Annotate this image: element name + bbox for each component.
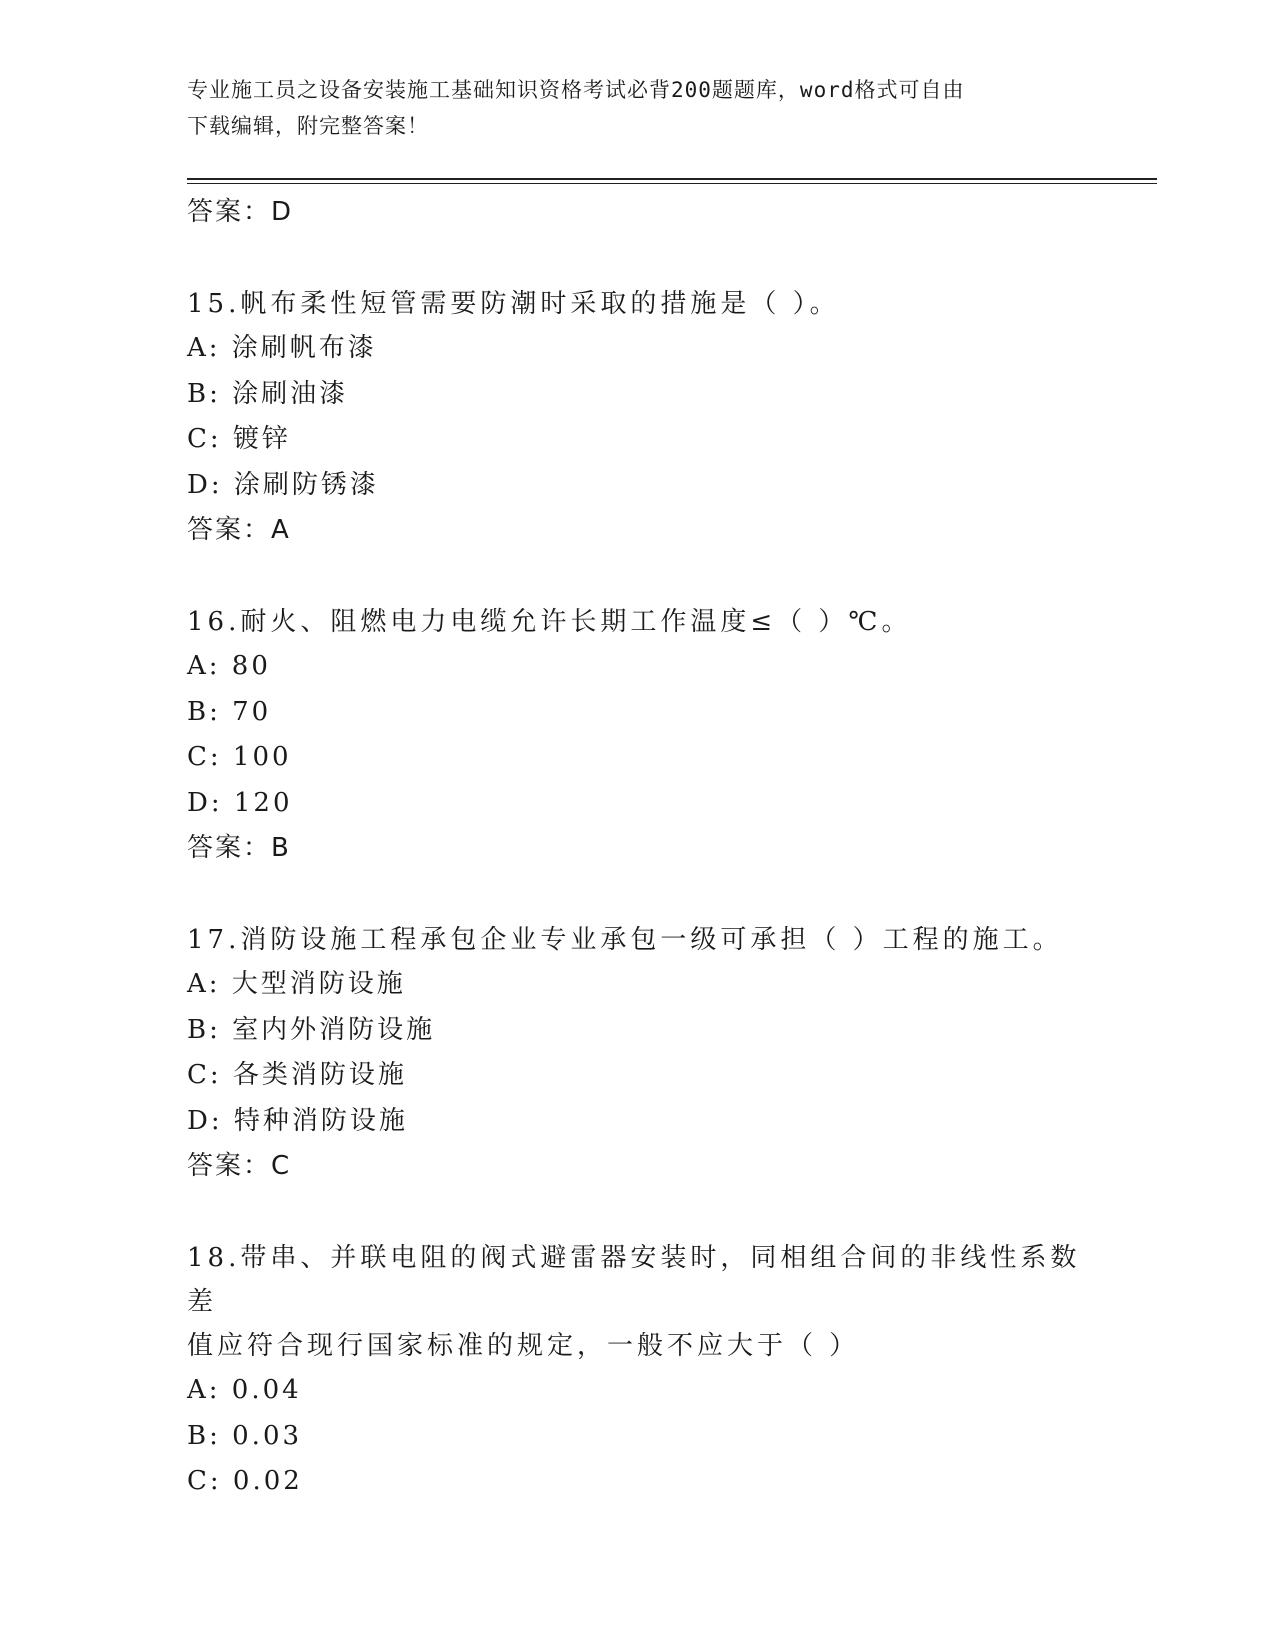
option-b: B: 0.03 bbox=[187, 1420, 303, 1451]
option-d: D: 120 bbox=[187, 787, 293, 818]
option-c: C: 0.02 bbox=[187, 1466, 303, 1496]
header-line-2: 下载编辑，附完整答案！ bbox=[187, 114, 429, 138]
question-title: 17.消防设施工程承包企业专业承包一级可承担（ ）工程的施工。 bbox=[187, 925, 1063, 955]
option-a: A: 0.04 bbox=[187, 1375, 302, 1405]
question-title-line-2: 值应符合现行国家标准的规定，一般不应大于（ ） bbox=[187, 1331, 860, 1361]
option-c: C: 各类消防设施 bbox=[187, 1060, 407, 1090]
header-line-1: 专业施工员之设备安装施工基础知识资格考试必背200题题库，word格式可自由 bbox=[187, 78, 965, 102]
question-16 bbox=[187, 600, 1087, 870]
option-d: D: 涂刷防锈漆 bbox=[187, 469, 379, 500]
answer-line: 答案：D bbox=[187, 197, 294, 227]
answer-line: 答案：A bbox=[187, 515, 291, 545]
option-b: B: 涂刷油漆 bbox=[187, 378, 349, 409]
answer-line: 答案：B bbox=[187, 833, 291, 863]
option-a: A: 80 bbox=[187, 651, 271, 681]
option-d: D: 特种消防设施 bbox=[187, 1105, 408, 1136]
option-a: A: 大型消防设施 bbox=[187, 969, 406, 999]
document-header bbox=[187, 72, 1087, 144]
answer-line: 答案：C bbox=[187, 1151, 292, 1181]
question-15 bbox=[187, 282, 1087, 552]
option-a: A: 涂刷帆布漆 bbox=[187, 333, 377, 363]
option-c: C: 镀锌 bbox=[187, 424, 291, 454]
option-b: B: 70 bbox=[187, 696, 272, 727]
question-title: 15.帆布柔性短管需要防潮时采取的措施是（ ）。 bbox=[187, 289, 840, 319]
option-c: C: 100 bbox=[187, 742, 292, 772]
question-list bbox=[187, 190, 1087, 1553]
question-18 bbox=[187, 1236, 1087, 1505]
header-divider-thick bbox=[187, 178, 1157, 180]
question-title-line-1: 18.带串、并联电阻的阀式避雷器安装时，同相组合间的非线性系数差 bbox=[187, 1243, 1081, 1317]
question-17 bbox=[187, 918, 1087, 1188]
question-title: 16.耐火、阻燃电力电缆允许长期工作温度≤（ ）℃。 bbox=[187, 607, 912, 637]
option-b: B: 室内外消防设施 bbox=[187, 1014, 436, 1045]
header-divider-thin bbox=[187, 183, 1157, 184]
